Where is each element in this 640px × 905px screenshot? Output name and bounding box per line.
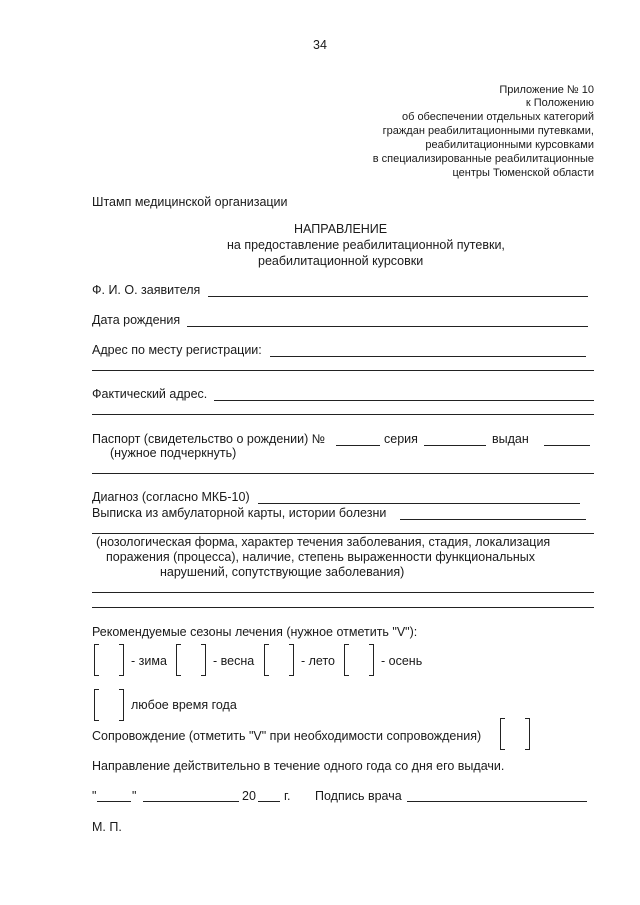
passport-field-line2[interactable] — [92, 473, 594, 474]
appendix-line: в специализированные реабилитационные — [372, 153, 594, 165]
reg-address-label: Адрес по месту регистрации: — [92, 343, 262, 357]
page-number: 34 — [313, 38, 327, 52]
winter-label: - зима — [131, 654, 167, 668]
date-quote-close: " — [132, 789, 137, 803]
date-year-suffix: г. — [284, 789, 291, 803]
any-season-label: любое время года — [131, 698, 237, 712]
autumn-checkbox[interactable] — [344, 644, 374, 676]
appendix-line: реабилитационными курсовками — [425, 139, 594, 151]
signature-label: Подпись врача — [315, 789, 402, 803]
diagnosis-field[interactable] — [258, 503, 580, 504]
nosology-note: (нозологическая форма, характер течения заболевания, стадия, локализация — [96, 535, 551, 549]
appendix-line: об обеспечении отдельных категорий — [401, 111, 594, 123]
nosology-note: поражения (процесса), наличие, степень выраженности функциональных — [106, 550, 536, 564]
summer-checkbox[interactable] — [264, 644, 294, 676]
date-year-field[interactable] — [258, 801, 280, 802]
spring-label: - весна — [213, 654, 255, 668]
issued-label: выдан — [492, 432, 529, 446]
extract-field[interactable] — [400, 519, 586, 520]
date-month-field[interactable] — [143, 801, 239, 802]
appendix-line: к Положению — [525, 97, 594, 109]
winter-checkbox[interactable] — [94, 644, 124, 676]
seasons-label: Рекомендуемые сезоны лечения (нужное отметить "V"): — [92, 625, 418, 639]
passport-label: Паспорт (свидетельство о рождении) № — [92, 432, 326, 446]
actual-address-label: Фактический адрес. — [92, 387, 208, 401]
underline-note: (нужное подчеркнуть) — [110, 446, 237, 460]
any-season-checkbox[interactable] — [94, 689, 124, 721]
escort-checkbox[interactable] — [500, 718, 530, 750]
birth-date-field[interactable] — [187, 326, 588, 327]
extract-field-line2[interactable] — [92, 533, 594, 534]
reg-address-field[interactable] — [270, 356, 586, 357]
summer-label: - лето — [301, 654, 336, 668]
passport-issued-field[interactable] — [544, 445, 590, 446]
seal-label: М. П. — [92, 820, 122, 834]
stamp-label: Штамп медицинской организации — [92, 195, 288, 209]
extract-label: Выписка из амбулаторной карты, истории болезни — [92, 506, 387, 520]
actual-address-field-line2[interactable] — [92, 414, 594, 415]
birth-date-label: Дата рождения — [92, 313, 181, 327]
date-quote-open: " — [92, 789, 97, 803]
appendix-line: Приложение № 10 — [499, 84, 594, 96]
diagnosis-label: Диагноз (согласно МКБ-10) — [92, 490, 250, 504]
document-subtitle: реабилитационной курсовки — [258, 254, 424, 268]
document-title: НАПРАВЛЕНИЕ — [294, 222, 388, 236]
signature-field[interactable] — [407, 801, 587, 802]
nosology-field-line1[interactable] — [92, 592, 594, 593]
date-day-field[interactable] — [97, 801, 131, 802]
escort-label: Сопровождение (отметить "V" при необходимости сопровождения) — [92, 729, 482, 743]
actual-address-field[interactable] — [214, 400, 594, 401]
nosology-field-line2[interactable] — [92, 607, 594, 608]
nosology-note: нарушений, сопутствующие заболевания) — [160, 565, 405, 579]
passport-series-field[interactable] — [424, 445, 486, 446]
spring-checkbox[interactable] — [176, 644, 206, 676]
date-year-prefix: 20 — [242, 789, 256, 803]
autumn-label: - осень — [381, 654, 423, 668]
fio-field[interactable] — [208, 296, 588, 297]
reg-address-field-line2[interactable] — [92, 370, 594, 371]
passport-number-field[interactable] — [336, 445, 380, 446]
fio-label: Ф. И. О. заявителя — [92, 283, 201, 297]
validity-note: Направление действительно в течение одного года со дня его выдачи. — [92, 759, 505, 773]
document-subtitle: на предоставление реабилитационной путевки, — [227, 238, 505, 252]
appendix-line: центры Тюменской области — [452, 167, 594, 179]
series-label: серия — [384, 432, 418, 446]
appendix-line: граждан реабилитационными путевками, — [382, 125, 594, 137]
